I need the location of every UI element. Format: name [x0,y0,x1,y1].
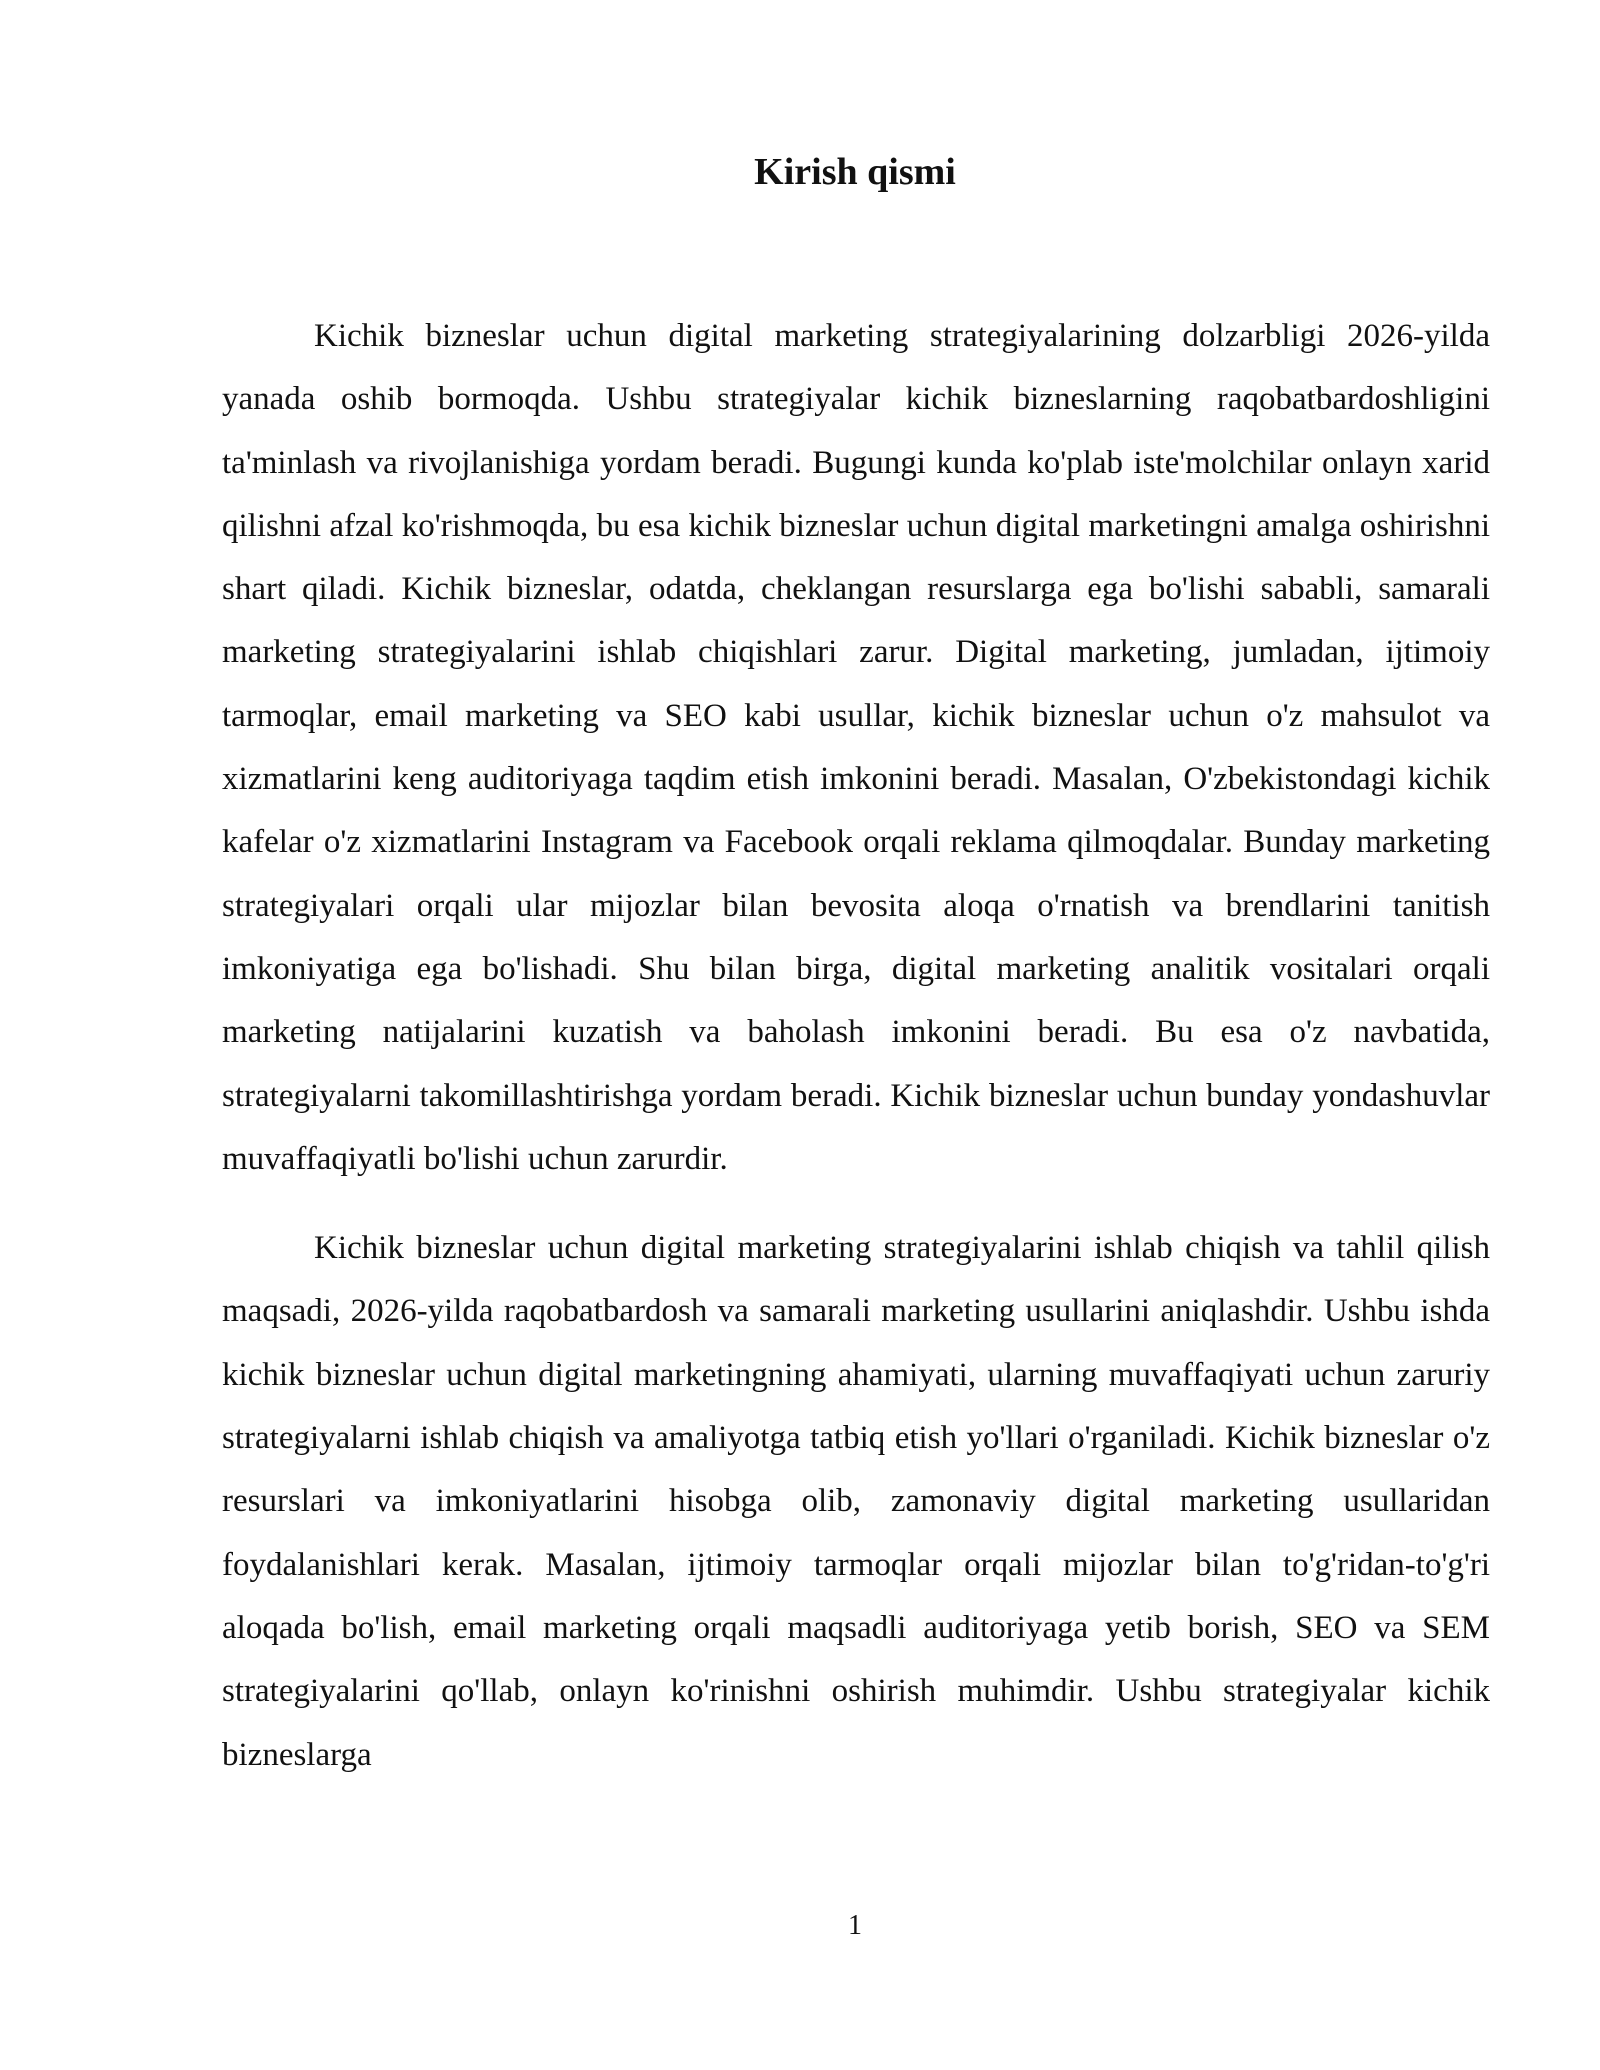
paragraph-1: Kichik bizneslar uchun digital marketing strategiyalarining dolzarbligi 2026-yilda yanada oshib bormoqda. Ushbu strategiyalar kichik bizneslarning raqobatbardoshligini ta'minlash va rivojlanishiga yordam beradi. Bugungi kunda ko'plab iste'molchilar onlayn xarid qilishni afzal ko'rishmoqda, bu esa kichik bizneslar uchun digital marketingni amalga oshirishni shart qiladi. Kichik bizneslar, odatda, cheklangan resurslarga ega bo'lishi sababli, samarali marketing strategiyalarini ishlab chiqishlari zarur. Digital marketing, jumladan, ijtimoiy tarmoqlar, email marketing va SEO kabi usullar, kichik bizneslar uchun o'z mahsulot va xizmatlarini keng auditoriyaga taqdim etish imkonini beradi. Masalan, O'zbekistondagi kichik kafelar o'z xizmatlarini Instagram va Facebook orqali reklama qilmoqdalar. Bunday marketing strategiyalari orqali ular mijozlar bilan bevosita aloqa o'rnatish va brendlarini tanitish imkoniyatiga ega bo'lishadi. Shu bilan birga, digital marketing analitik vositalari orqali marketing natijalarini kuzatish va baholash imkonini beradi. Bu esa o'z navbatida, strategiyalarni takomillashtirishga yordam beradi. Kichik bizneslar uchun bunday yondashuvlar muvaffaqiyatli bo'lishi uchun zarurdir. [222,318,1490,1177]
page-title: Kirish qismi [754,151,956,193]
document-body [222,305,1490,1787]
page-number: 1 [848,1910,862,1941]
paragraph-2: Kichik bizneslar uchun digital marketing strategiyalarini ishlab chiqish va tahlil qilish maqsadi, 2026-yilda raqobatbardosh va samarali marketing usullarini aniqlashdir. Ushbu ishda kichik bizneslar uchun digital marketingning ahamiyati, ularning muvaffaqiyati uchun zaruriy strategiyalarni ishlab chiqish va amaliyotga tatbiq etish yo'llari o'rganiladi. Kichik bizneslar o'z resurslari va imkoniyatlarini hisobga olib, zamonaviy digital marketing usullaridan foydalanishlari kerak. Masalan, ijtimoiy tarmoqlar orqali mijozlar bilan to'g'ridan-to'g'ri aloqada bo'lish, email marketing orqali maqsadli auditoriyaga yetib borish, SEO va SEM strategiyalarini qo'llab, onlayn ko'rinishni oshirish muhimdir. Ushbu strategiyalar kichik bizneslarga [222,1230,1490,1773]
